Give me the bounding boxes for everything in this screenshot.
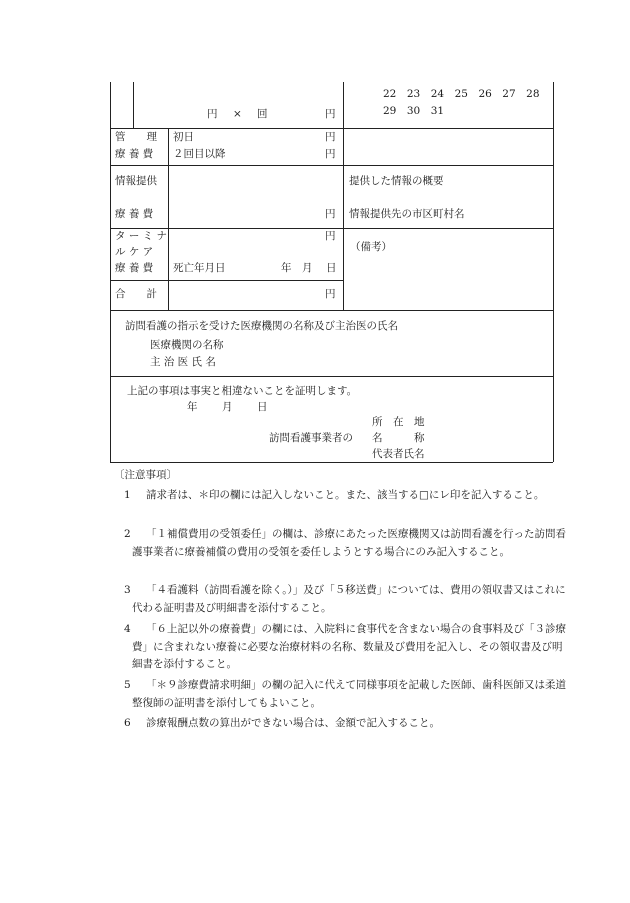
note-number: 6 (124, 717, 131, 729)
kanri-label-2: 療 養 費 (115, 148, 154, 160)
calendar-row-2: 29 30 31 (383, 105, 445, 117)
joho-city: 情報提供先の市区町村名 (349, 208, 465, 220)
terminal-day: 日 (326, 262, 337, 274)
calc-yen: 円 (325, 108, 336, 120)
row-line-4 (110, 280, 343, 281)
note-text: 「６上記以外の療養費」の欄には、入院料に食事代を含まない場合の食事料及び「３診療費」に含まれない療養に必要な治療材料の名称、数量及び費用を記入し、その領収書及び明細書を添付すること。 (132, 623, 566, 670)
table-border-bottom (110, 462, 553, 463)
row-line-3 (110, 228, 553, 229)
certify-address-label: 所 在 地 (372, 416, 425, 428)
certify-statement: 上記の事項は事実と相違ないことを証明します。 (127, 385, 358, 397)
row-line-5 (110, 310, 553, 311)
total-yen: 円 (325, 288, 336, 300)
note-number: 4 (124, 623, 131, 635)
kanri-first-yen: 円 (325, 131, 336, 143)
row-line-1 (110, 128, 553, 129)
terminal-label-2: ル ケ ア (115, 246, 154, 258)
kanri-label-1: 管 理 (115, 131, 157, 143)
note-text: 「１補償費用の受領委任」の欄は、診療にあたった医療機関又は訪問看護を行った訪問看護事業者に療養補償の費用の受領を委任しようとする場合にのみ記入すること。 (132, 528, 566, 558)
certify-rep-label: 代表者氏名 (372, 448, 425, 460)
note-number: 1 (124, 489, 131, 501)
joho-summary: 提供した情報の概要 (349, 175, 444, 187)
kanri-second-yen: 円 (325, 148, 336, 160)
note-item (132, 677, 572, 712)
institution-name-label: 医療機関の名称 (150, 339, 224, 351)
row-divider-left (133, 82, 134, 128)
calc-yen-unit: 円 (207, 108, 218, 120)
calc-times: × (233, 108, 242, 120)
table-border-right (553, 82, 554, 462)
certify-day: 日 (257, 401, 268, 413)
calendar-row-1: 22 23 24 25 26 27 28 (383, 88, 540, 100)
note-text: 「＊９診療費請求明細」の欄の記入に代えて同様事項を記載した医師、歯科医師又は柔道整復師の証明書を添付してもよいこと。 (132, 679, 566, 709)
label-column-divider (168, 128, 169, 310)
remarks-label: （備考） (350, 241, 392, 253)
doctor-heading: 訪問看護の指示を受けた医療機関の名称及び主治医の氏名 (125, 320, 398, 332)
joho-label-1: 情報提供 (115, 175, 157, 187)
note-number: 5 (124, 679, 131, 691)
kanri-first-day: 初日 (173, 131, 194, 143)
terminal-label-1: タ ー ミ ナ (115, 230, 168, 242)
note-text: 診療報酬点数の算出ができない場合は、金額で記入すること。 (146, 717, 440, 729)
note-item (132, 621, 572, 674)
row-line-2 (110, 165, 553, 166)
physician-name-label: 主 治 医 氏 名 (150, 356, 216, 368)
note-item (132, 582, 572, 617)
terminal-year: 年 (281, 262, 292, 274)
total-label: 合 計 (115, 288, 157, 300)
certify-provider-label: 訪問看護事業者の (269, 432, 353, 444)
certify-name-label: 名 称 (372, 432, 425, 444)
note-text: 「４看護料（訪問看護を除く。）」及び「５移送費」については、費用の領収書又はこれに代わる証明書及び明細書を添付すること。 (132, 584, 566, 614)
terminal-label-3: 療 養 費 (115, 262, 154, 274)
note-number: 2 (124, 528, 131, 540)
certify-year: 年 (187, 401, 198, 413)
terminal-death-date: 死亡年月日 (173, 262, 226, 274)
note-number: 3 (124, 584, 131, 596)
note-item (132, 526, 572, 561)
row-line-6 (110, 376, 553, 377)
note-text: 請求者は、＊印の欄には記入しないこと。また、該当する□にレ印を記入すること。 (146, 489, 545, 501)
terminal-yen: 円 (325, 230, 336, 242)
note-item (132, 487, 572, 505)
joho-yen: 円 (325, 208, 336, 220)
notes-heading: 〔注意事項〕 (114, 469, 177, 481)
table-border-left (110, 82, 111, 462)
kanri-second: ２回目以降 (173, 148, 226, 160)
calc-kai: 回 (257, 108, 268, 120)
joho-label-2: 療 養 費 (115, 208, 154, 220)
note-item (132, 715, 572, 733)
certify-month: 月 (222, 401, 233, 413)
terminal-month: 月 (302, 262, 313, 274)
center-column-divider (343, 82, 344, 310)
